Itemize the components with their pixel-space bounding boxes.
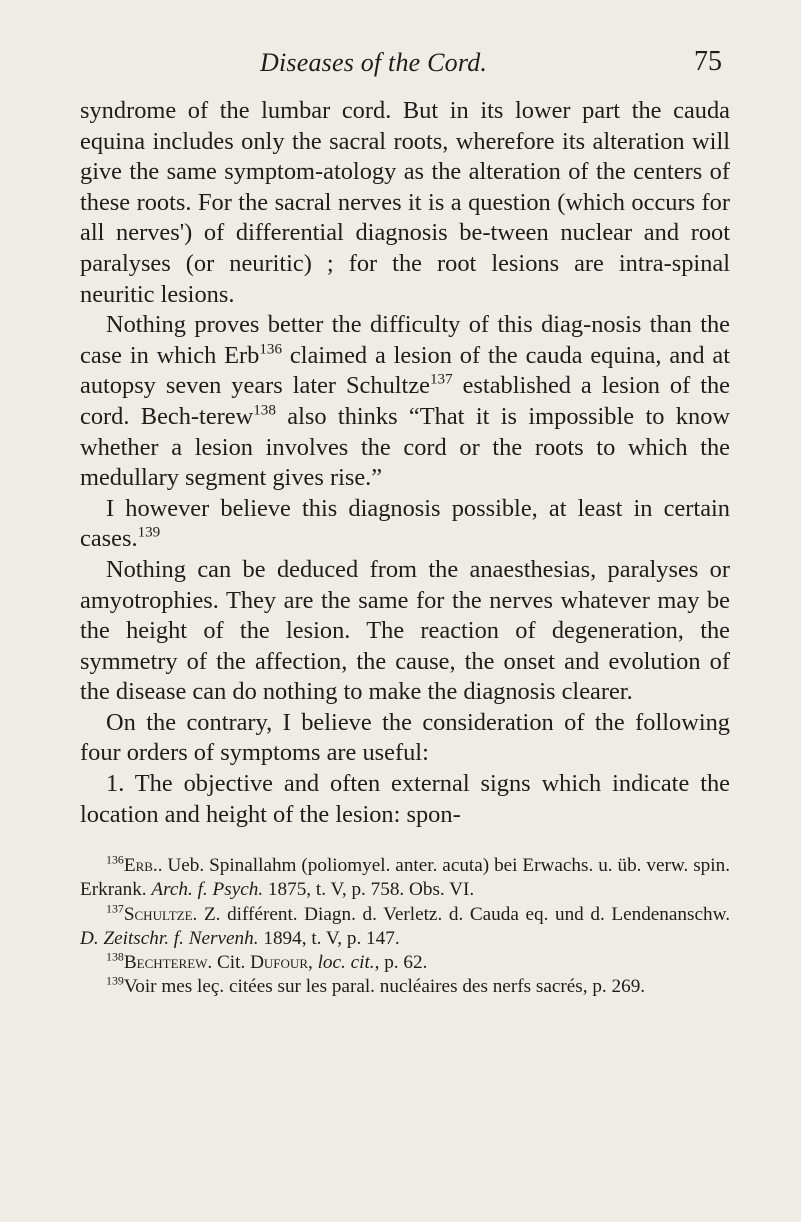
footnote-text: , p. 62. <box>374 952 428 974</box>
paragraph-2-text-2: claimed a lesion of the cauda equina, and at autopsy seven years later Schultze <box>80 341 730 400</box>
footnote-text: Cit. <box>212 952 251 974</box>
footnote-text: , <box>308 952 318 974</box>
footnote-ref-137: 137 <box>429 371 453 388</box>
footnote-number: 137 <box>106 901 124 916</box>
paragraph-6: 1. The objective and often external signs which indicate the location and height of the lesion: spon- <box>80 770 730 828</box>
body-text <box>80 96 730 830</box>
footnote-cited-author: Dufour <box>250 952 308 974</box>
paragraph-5: On the contrary, I believe the consideration of the following four orders of symptoms are useful: <box>80 708 730 767</box>
running-title: Diseases of the Cord. <box>260 48 488 77</box>
paragraph-2-text-3: established a lesion of the cord. Bech-terew <box>80 372 730 430</box>
running-head <box>80 42 730 96</box>
footnotes <box>80 854 730 999</box>
footnote-text: Z. différent. Diagn. d. Verletz. d. Cauda eq. und d. Lendenanschw. <box>197 903 730 925</box>
book-page <box>80 42 730 999</box>
footnote-138 <box>80 951 730 975</box>
paragraph-3 <box>80 494 730 555</box>
footnote-text: Voir mes leç. citées sur les paral. nucléaires des nerfs sacrés, p. 269. <box>123 976 646 998</box>
paragraph-2 <box>80 310 730 494</box>
footnote-text: 1875, t. V, p. 758. Obs. VI. <box>263 879 475 901</box>
footnote-text: 1894, t. V, p. 147. <box>258 927 400 949</box>
footnote-journal: D. Zeitschr. f. Nervenh. <box>80 927 259 949</box>
footnote-journal: Arch. f. Psych. <box>151 879 264 901</box>
footnote-ref-136: 136 <box>259 341 283 358</box>
footnote-number: 136 <box>106 852 124 867</box>
paragraph-2-text-1: Nothing proves better the difficulty of this diag-nosis than the case in which Erb <box>80 311 730 369</box>
paragraph-2-text-4: also thinks “That it is impossible to know whether a lesion involves the cord or the roots to which the medullary segment gives rise.” <box>80 402 730 492</box>
footnote-text: . Ueb. Spinallahm (poliomyel. anter. acuta) bei Erwachs. u. üb. verw. spin. Erkrank. <box>80 855 730 901</box>
footnote-loc-cit: loc. cit. <box>317 952 375 974</box>
footnote-number: 139 <box>106 973 124 988</box>
paragraph-1: syndrome of the lumbar cord. But in its lower part the cauda equina includes only the sacral roots, wherefore its alteration will give the same symptom-atology as the alteration of the centers of these roots. For the sacral nerves it is a question (which occurs for all nerves') of differential diagnosis be-tween nuclear and root paralyses (or neuritic) ; for the root lesions are intra-spinal neuritic lesions. <box>80 97 730 308</box>
paragraph-3-text: I however believe this diagnosis possible, at least in certain cases. <box>80 494 730 553</box>
footnote-136 <box>80 854 730 902</box>
footnote-137 <box>80 903 730 951</box>
footnote-number: 138 <box>106 949 124 964</box>
footnote-author: Schultze. <box>123 903 198 925</box>
footnote-ref-138: 138 <box>253 402 276 419</box>
footnote-author: Erb. <box>123 855 158 877</box>
footnote-author: Bechterew. <box>123 952 213 974</box>
footnote-ref-139: 139 <box>137 524 161 541</box>
page-number: 75 <box>694 46 722 77</box>
footnote-139 <box>80 975 730 999</box>
paragraph-4: Nothing can be deduced from the anaesthesias, paralyses or amyotrophies. They are the same for the nerves whatever may be the height of the lesion. The reaction of degeneration, the symmetry of the affection, the cause, the onset and evolution of the disease can do nothing to make the diagnosis clearer. <box>80 555 730 706</box>
